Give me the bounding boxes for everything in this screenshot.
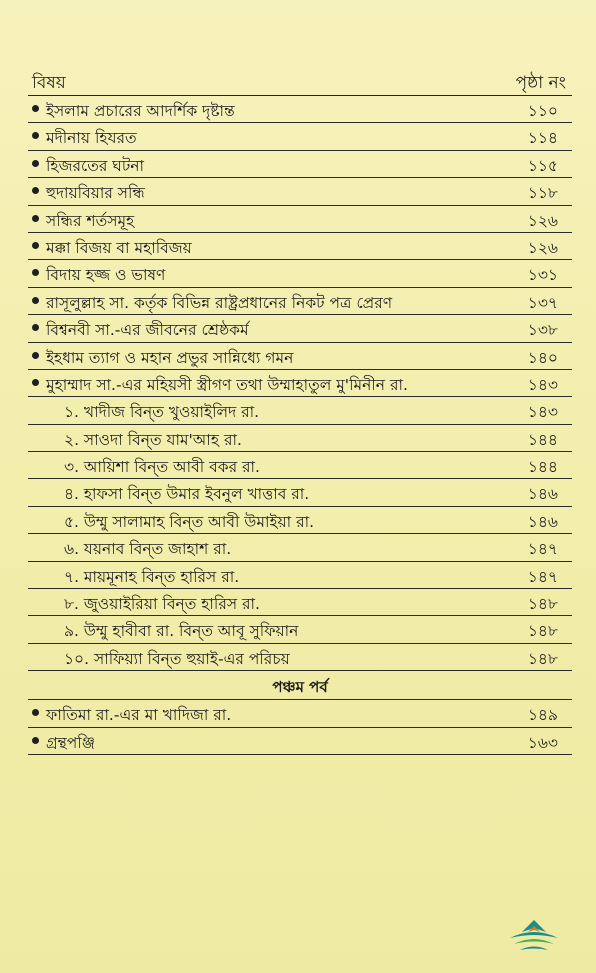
toc-entry-title: বিদায় হজ্জ ও ভাষণ [46, 266, 166, 285]
toc-row [28, 700, 572, 727]
toc-entry-title: রাসূলুল্লাহ সা. কর্তৃক বিভিন্ন রাষ্ট্রপ্রধানের নিকট পত্র প্রেরণ [46, 293, 393, 312]
toc-entry-title: সন্ধির শর্তসমূহ [46, 211, 135, 230]
toc-entry-page: ১৩১ [527, 266, 558, 285]
bullet-icon [32, 297, 39, 304]
toc-entry-title: হুদায়বিয়ার সন্ধি [46, 184, 145, 203]
bullet-icon [32, 215, 39, 222]
toc-entry-title: বিশ্বনবী সা.-এর জীবনের শ্রেষ্ঠকর্ম [46, 321, 249, 340]
toc-row [28, 507, 572, 534]
toc-entry-title: হিজরতের ঘটনা [46, 156, 145, 175]
publisher-logo-icon [506, 916, 562, 956]
bullet-icon [32, 187, 39, 194]
toc-entry-title: মুহাম্মাদ সা.-এর মহিয়সী স্ত্রীগণ তথা উম্মাহাতুল মু'মিনীন রা. [46, 375, 408, 394]
toc-row [28, 178, 572, 205]
bullet-icon [32, 737, 39, 744]
bullet-icon [32, 242, 39, 249]
toc-entry-page: ১৩৭ [527, 293, 558, 312]
toc-row [28, 123, 572, 150]
toc-entry-page: ১৪৬ [527, 485, 558, 504]
toc-entry-page: ১২৬ [527, 211, 558, 230]
toc-entry-title: ৪. হাফসা বিন্‌ত উমার ইবনুল খাত্তাব রা. [64, 485, 310, 504]
toc-entry-title: ৯. উম্মু হাবীবা রা. বিন্‌ত আবূ সুফিয়ান [64, 622, 299, 641]
toc-entry-page: ১৪৮ [527, 595, 558, 614]
toc-entry-page: ১৪৯ [527, 706, 558, 725]
bullet-icon [32, 324, 39, 331]
toc-row [28, 616, 572, 643]
toc-entry-page: ১৪৬ [527, 512, 558, 531]
toc-entry-title: ১০. সাফিয়্যা বিন্‌ত হুয়াই-এর পরিচয় [64, 649, 290, 668]
toc-entry-title: ইসলাম প্রচারের আদর্শিক দৃষ্টান্ত [46, 102, 235, 120]
toc-row [28, 151, 572, 178]
toc-row [28, 343, 572, 370]
toc-entry-page: ১২৬ [527, 238, 558, 257]
bullet-icon [32, 160, 39, 167]
toc-row [28, 260, 572, 287]
bullet-icon [32, 352, 39, 359]
toc-entry-page: ১৪৩ [527, 375, 558, 394]
toc-row [28, 728, 572, 755]
bullet-icon [32, 105, 39, 112]
toc-entry-title: গ্রন্থপঞ্জি [46, 733, 95, 752]
toc-entry-page: ১৪৮ [527, 649, 558, 668]
toc-row [28, 233, 572, 260]
toc-entry-title: ২. সাওদা বিন্‌ত যাম'আহ রা. [64, 430, 242, 449]
toc-entry-title: ৬. যয়নাব বিন্‌ত জাহাশ রা. [64, 540, 232, 559]
toc-row [28, 370, 572, 397]
toc-row [28, 562, 572, 589]
toc-entry-page: ১৬৩ [527, 733, 558, 752]
toc-entry-page: ১৪৭ [527, 567, 558, 586]
toc-row [28, 397, 572, 424]
toc-row [28, 288, 572, 315]
toc-entry-page: ১৪৩ [527, 403, 558, 422]
toc-entry-page: ১৩৮ [527, 321, 558, 340]
toc-entry-page: ১৪৪ [527, 430, 558, 449]
toc-row [28, 534, 572, 561]
bullet-icon [32, 269, 39, 276]
toc-entry-title: ৫. উম্মু সালামাহ বিন্‌ত আবী উমাইয়া রা. [64, 512, 315, 531]
toc-entry-title: ৭. মায়মূনাহ বিন্‌ত হারিস রা. [64, 567, 240, 586]
toc-row [28, 589, 572, 616]
toc-row [28, 315, 572, 342]
toc-entry-title: ৮. জুওয়াইরিয়া বিন্‌ত হারিস রা. [64, 595, 260, 614]
toc-header-page-number: পৃষ্ঠা নং [515, 73, 566, 93]
toc-row [28, 452, 572, 479]
toc-header [30, 70, 576, 96]
bullet-icon [32, 379, 39, 386]
toc-entry-page: ১৪৪ [527, 458, 558, 477]
toc-row [28, 644, 572, 671]
toc-row [28, 96, 572, 123]
toc-row [28, 425, 572, 452]
toc-entry-title: মদীনায় হিযরত [46, 129, 137, 148]
bullet-icon [32, 709, 39, 716]
toc-entry-title: ১. খাদীজ বিন্‌ত খুওয়াইলিদ রা. [64, 403, 260, 422]
toc-entry-page: ১৪০ [527, 348, 558, 367]
toc-entry-page: ১৪৮ [527, 622, 558, 641]
section-heading-row [28, 671, 572, 700]
toc-entry-page: ১১৮ [527, 184, 558, 203]
table-of-contents [28, 96, 572, 755]
toc-entry-title: ৩. আয়িশা বিন্‌ত আবী বকর রা. [64, 458, 260, 477]
toc-entry-title: মক্কা বিজয় বা মহাবিজয় [46, 238, 192, 257]
toc-entry-title: ইহধাম ত্যাগ ও মহান প্রভুর সান্নিধ্যে গমন [46, 348, 294, 367]
toc-entry-page: ১১০ [527, 102, 558, 120]
toc-entry-page: ১৪৭ [527, 540, 558, 559]
bullet-icon [32, 132, 39, 139]
toc-entry-title: ফাতিমা রা.-এর মা খাদিজা রা. [46, 706, 232, 725]
toc-entry-page: ১১৪ [527, 129, 558, 148]
toc-entry-page: ১১৫ [527, 156, 558, 175]
section-heading: পঞ্চম পর্ব [272, 678, 328, 697]
toc-header-subject: বিষয় [32, 73, 66, 93]
toc-row [28, 479, 572, 506]
toc-row [28, 206, 572, 233]
